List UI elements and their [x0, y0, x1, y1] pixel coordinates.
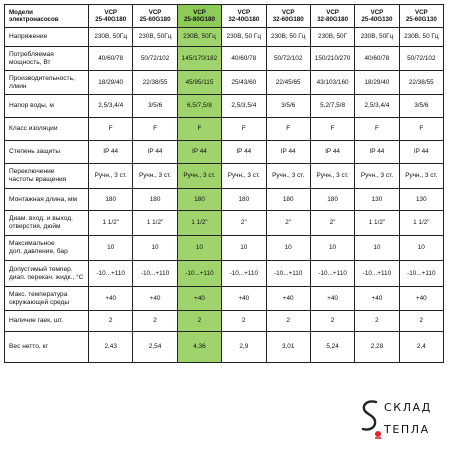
table-cell: -10...+110 [266, 261, 310, 287]
table-cell: 230В, 50Гц [89, 28, 133, 47]
table-cell: Ручн., 3 ст. [89, 164, 133, 189]
table-row [5, 287, 444, 311]
row-label: Допустимый темпер. диап. перекач. жидк., °С [5, 261, 89, 287]
table-cell: 3/5/6 [399, 95, 443, 118]
table-cell: 2,54 [133, 332, 177, 363]
table-cell: Ручн., 3 ст. [222, 164, 266, 189]
table-cell: -10...+110 [355, 261, 399, 287]
table-cell: 2" [310, 211, 354, 236]
table-cell: 3,01 [266, 332, 310, 363]
spec-table [4, 4, 444, 363]
table-cell: 2" [222, 211, 266, 236]
table-cell: IP 44 [89, 141, 133, 164]
table-cell: 5,24 [310, 332, 354, 363]
table-cell: 130 [399, 189, 443, 211]
table-row [5, 28, 444, 47]
row-label: Монтажная длина, мм [5, 189, 89, 211]
table-row [5, 118, 444, 141]
table-cell: +40 [133, 287, 177, 311]
table-cell: IP 44 [355, 141, 399, 164]
table-cell: 2 [310, 311, 354, 332]
row-label: Вес нетто, кг [5, 332, 89, 363]
table-cell: 10 [310, 236, 354, 261]
table-cell: 2" [266, 211, 310, 236]
row-label: Макс. температура окружающей среды [5, 287, 89, 311]
table-cell: -10...+110 [133, 261, 177, 287]
table-row [5, 261, 444, 287]
table-cell: F [133, 118, 177, 141]
table-cell: 10 [133, 236, 177, 261]
table-cell: 1 1/2" [133, 211, 177, 236]
table-cell: 10 [355, 236, 399, 261]
row-label: Класс изоляции [5, 118, 89, 141]
row-label: Степень защиты [5, 141, 89, 164]
table-cell-highlighted: 6,5/7,5/8 [177, 95, 221, 118]
table-cell: 18/29/40 [355, 71, 399, 95]
table-cell-highlighted: 145/170/182 [177, 47, 221, 71]
table-row [5, 236, 444, 261]
table-cell: +40 [355, 287, 399, 311]
table-cell: F [310, 118, 354, 141]
model-header: VCP 25-40G130 [355, 5, 399, 28]
table-row [5, 141, 444, 164]
table-cell: 180 [310, 189, 354, 211]
table-cell: 3/5/6 [266, 95, 310, 118]
table-cell-highlighted: 230В, 50Гц [177, 28, 221, 47]
row-label: Диам. вход. и выход. отверстия, дюйм [5, 211, 89, 236]
table-cell-highlighted: 1 1/2" [177, 211, 221, 236]
table-cell: IP 44 [133, 141, 177, 164]
table-cell-highlighted: 10 [177, 236, 221, 261]
row-label: Производительность, л/мин [5, 71, 89, 95]
table-row [5, 95, 444, 118]
table-cell: F [222, 118, 266, 141]
table-cell-highlighted: +40 [177, 287, 221, 311]
table-cell: 22/38/55 [399, 71, 443, 95]
table-cell: 10 [222, 236, 266, 261]
table-cell: Ручн., 3 ст. [310, 164, 354, 189]
table-cell: 2,9 [222, 332, 266, 363]
table-row [5, 332, 444, 363]
table-cell: +40 [89, 287, 133, 311]
table-cell: 2,28 [355, 332, 399, 363]
table-cell-highlighted: F [177, 118, 221, 141]
table-row [5, 311, 444, 332]
table-cell: 150/210/270 [310, 47, 354, 71]
table-cell: 180 [222, 189, 266, 211]
table-cell: +40 [399, 287, 443, 311]
table-cell: 2,4 [399, 332, 443, 363]
logo-text-line1: СКЛАД [384, 401, 432, 414]
table-cell: 50/72/102 [133, 47, 177, 71]
table-cell: 180 [89, 189, 133, 211]
table-cell: 10 [266, 236, 310, 261]
row-label: Переключение частоты вращения [5, 164, 89, 189]
table-cell: 180 [133, 189, 177, 211]
table-cell: 10 [399, 236, 443, 261]
model-header: VCP 25-60G180 [133, 5, 177, 28]
table-cell: 230В, 50 Гц [222, 28, 266, 47]
model-header: VCP 32-80G180 [310, 5, 354, 28]
table-cell: Ручн., 3 ст. [399, 164, 443, 189]
table-cell: 50/72/102 [399, 47, 443, 71]
table-cell: 3/5/6 [133, 95, 177, 118]
table-cell: F [89, 118, 133, 141]
table-cell: 1 1/2" [399, 211, 443, 236]
table-cell: 2,5/3,4/4 [89, 95, 133, 118]
table-cell: IP 44 [266, 141, 310, 164]
table-cell: 230В, 50 Гц [266, 28, 310, 47]
table-cell: 10 [89, 236, 133, 261]
table-cell-highlighted: -10...+110 [177, 261, 221, 287]
table-cell: 5,2/7,5/8 [310, 95, 354, 118]
table-cell: -10...+110 [399, 261, 443, 287]
row-label: Максимальное доп. давление, бар [5, 236, 89, 261]
table-cell: 230В, 50Гц [355, 28, 399, 47]
model-header-highlighted: VCP 25-80G180 [177, 5, 221, 28]
logo-drop-icon [375, 431, 381, 437]
table-cell: 180 [266, 189, 310, 211]
table-cell: 230В, 50Гц [133, 28, 177, 47]
table-cell: 22/38/55 [133, 71, 177, 95]
table-cell: +40 [310, 287, 354, 311]
table-cell: 2 [399, 311, 443, 332]
logo-text-line2: ТЕПЛА [384, 423, 430, 436]
row-label: Напряжение [5, 28, 89, 47]
table-cell: IP 44 [399, 141, 443, 164]
table-cell: 2 [355, 311, 399, 332]
table-cell: 18/29/40 [89, 71, 133, 95]
table-cell: F [399, 118, 443, 141]
table-cell: Ручн., 3 ст. [266, 164, 310, 189]
corner-label: Модели электронасосов [5, 5, 89, 28]
row-label: Наличие гаек, шт. [5, 311, 89, 332]
table-cell: 230В, 50 Гц [399, 28, 443, 47]
table-cell: 2,5/3,5/4 [222, 95, 266, 118]
header-row [5, 5, 444, 28]
model-header: VCP 32-40G180 [222, 5, 266, 28]
table-cell-highlighted: Ручн., 3 ст. [177, 164, 221, 189]
table-cell: +40 [222, 287, 266, 311]
table-cell: 43/103/160 [310, 71, 354, 95]
table-cell: IP 44 [310, 141, 354, 164]
table-cell: -10...+110 [222, 261, 266, 287]
model-header: VCP 32-60G180 [266, 5, 310, 28]
table-cell: 2 [222, 311, 266, 332]
table-cell: Ручн., 3 ст. [133, 164, 177, 189]
logo-s-icon [363, 401, 376, 429]
table-cell-highlighted: 45/95/115 [177, 71, 221, 95]
table-row [5, 211, 444, 236]
table-cell: 2 [89, 311, 133, 332]
table-cell: 230В, 50Г [310, 28, 354, 47]
table-cell: -10...+110 [310, 261, 354, 287]
model-header: VCP 25-60G130 [399, 5, 443, 28]
table-row [5, 189, 444, 211]
table-row [5, 71, 444, 95]
table-row [5, 47, 444, 71]
table-cell-highlighted: 4,36 [177, 332, 221, 363]
table-cell: F [266, 118, 310, 141]
table-cell: -10...+110 [89, 261, 133, 287]
table-cell: 2 [266, 311, 310, 332]
table-cell-highlighted: 180 [177, 189, 221, 211]
table-cell: 40/60/78 [222, 47, 266, 71]
table-cell: 50/72/102 [266, 47, 310, 71]
table-cell: 130 [355, 189, 399, 211]
table-cell: F [355, 118, 399, 141]
table-cell: 2,43 [89, 332, 133, 363]
table-cell: IP 44 [222, 141, 266, 164]
table-cell: +40 [266, 287, 310, 311]
table-cell: 1 1/2" [355, 211, 399, 236]
table-cell: 25/43/60 [222, 71, 266, 95]
table-cell-highlighted: 2 [177, 311, 221, 332]
table-cell: 22/45/65 [266, 71, 310, 95]
table-cell: Ручн., 3 ст. [355, 164, 399, 189]
table-cell-highlighted: IP 44 [177, 141, 221, 164]
row-label: Потребляемая мощность, Вт [5, 47, 89, 71]
table-cell: 40/60/78 [355, 47, 399, 71]
table-row [5, 164, 444, 189]
table-cell: 1 1/2" [89, 211, 133, 236]
spec-body [5, 28, 444, 363]
table-cell: 2 [133, 311, 177, 332]
table-cell: 40/60/78 [89, 47, 133, 71]
row-label: Напор воды, м [5, 95, 89, 118]
table-cell: 2,5/3,4/4 [355, 95, 399, 118]
model-header: VCP 25-40G180 [89, 5, 133, 28]
